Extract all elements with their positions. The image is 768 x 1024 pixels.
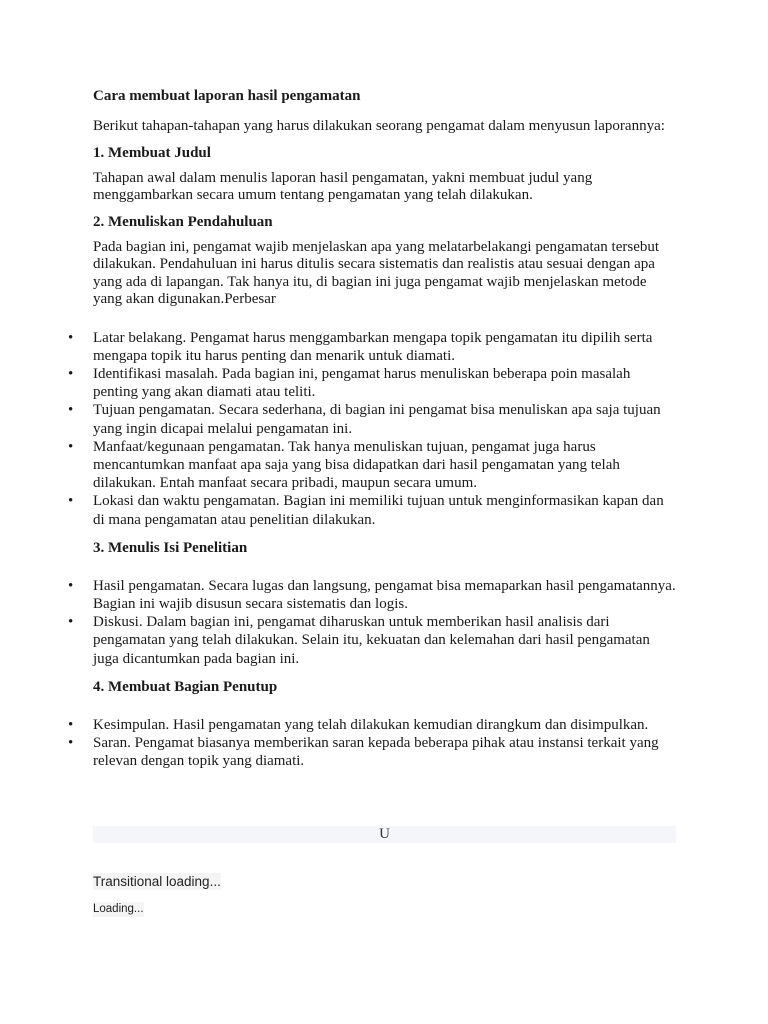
- spacer: [93, 704, 676, 716]
- loading-text: Loading...: [93, 903, 144, 915]
- bullet-icon: •: [68, 716, 74, 733]
- list-item: [68, 329, 676, 365]
- section-2-body: Pada bagian ini, pengamat wajib menjelaskan apa yang melatarbelakangi pengamatan tersebut dilakukan. Pendahuluan ini harus ditulis secara sistematis dan realistis atau sesuai dengan apa yang ada di lapangan. Tak hanya itu, di bagian ini juga pengamat wajib menjelaskan metode yang akan digunakan.Perbesar: [93, 238, 660, 307]
- list-item-text: Lokasi dan waktu pengamatan. Bagian ini memiliki tujuan untuk menginformasikan kapan dan di mana pengamatan atau penelitian dilakukan.: [93, 493, 664, 528]
- transitional-loading-text: Transitional loading...: [93, 874, 221, 889]
- list-item: [68, 577, 676, 613]
- list-item: [68, 613, 676, 668]
- section-3-list: [68, 577, 676, 668]
- list-item-text: Kesimpulan. Hasil pengamatan yang telah dilakukan kemudian dirangkum dan disimpulkan.: [93, 716, 649, 733]
- section-1-body: Tahapan awal dalam menulis laporan hasil pengamatan, yakni membuat judul yang menggambarkan secara umum tentang pengamatan yang telah dilakukan.: [93, 169, 593, 203]
- list-item: [68, 716, 676, 734]
- list-item-text: Tujuan pengamatan. Secara sederhana, di bagian ini pengamat bisa menuliskan apa saja tujuan yang ingin dicapai melalui pengamatan ini.: [93, 402, 661, 437]
- bullet-icon: •: [68, 329, 74, 346]
- list-item: [68, 401, 676, 437]
- spacer: [93, 317, 676, 329]
- image-caption-bar: U: [93, 826, 676, 843]
- list-item: [68, 492, 676, 528]
- section-1-heading: 1. Membuat Judul: [93, 144, 211, 161]
- list-item: [68, 438, 676, 493]
- section-2-list: [68, 329, 676, 529]
- bullet-icon: •: [68, 493, 74, 510]
- list-item-text: Identifikasi masalah. Pada bagian ini, pengamat harus menuliskan beberapa poin masalah penting yang akan diamati atau teliti.: [93, 365, 631, 401]
- spacer: [93, 565, 676, 577]
- list-item-text: Latar belakang. Pengamat harus menggambarkan mengapa topik pengamatan itu dipilih serta mengapa topik itu harus penting dan menarik untuk diamati.: [93, 329, 653, 364]
- section-4-list: [68, 716, 676, 771]
- document-page: [68, 86, 676, 780]
- list-item-text: Diskusi. Dalam bagian ini, pengamat diharuskan untuk memberikan hasil analisis dari pengamatan yang telah dilakukan. Selain itu, kekuatan dan kelemahan dari hasil pengamatan juga dicantumkan pada bagian ini.: [93, 614, 650, 667]
- list-item-text: Manfaat/kegunaan pengamatan. Tak hanya menuliskan tujuan, pengamat juga harus mencantumkan manfaat apa saja yang bisa didapatkan dari hasil pengamatan yang telah dilakukan. Entah manfaat secara pribadi, maupun secara umum.: [93, 438, 620, 492]
- list-item-text: Hasil pengamatan. Secara lugas dan langsung, pengamat bisa memaparkan hasil pengamatannya. Bagian ini wajib disusun secara sistematis dan logis.: [93, 577, 676, 612]
- bullet-icon: •: [68, 577, 74, 594]
- bullet-icon: •: [68, 402, 74, 419]
- bullet-icon: •: [68, 614, 74, 631]
- section-3-heading: 3. Menulis Isi Penelitian: [93, 539, 248, 556]
- intro-paragraph: Berikut tahapan-tahapan yang harus dilakukan seorang pengamat dalam menyusun laporannya:: [93, 118, 665, 134]
- document-title: Cara membuat laporan hasil pengamatan: [93, 88, 361, 104]
- list-item-text: Saran. Pengamat biasanya memberikan saran kepada beberapa pihak atau instansi terkait yang relevan dengan topik yang diamati.: [93, 734, 659, 770]
- section-4-heading: 4. Membuat Bagian Penutup: [93, 678, 278, 695]
- bullet-icon: •: [68, 734, 74, 751]
- bullet-icon: •: [68, 438, 74, 455]
- list-item: [68, 365, 676, 401]
- list-item: [68, 734, 676, 770]
- bullet-icon: •: [68, 365, 74, 382]
- section-2-heading: 2. Menuliskan Pendahuluan: [93, 213, 273, 230]
